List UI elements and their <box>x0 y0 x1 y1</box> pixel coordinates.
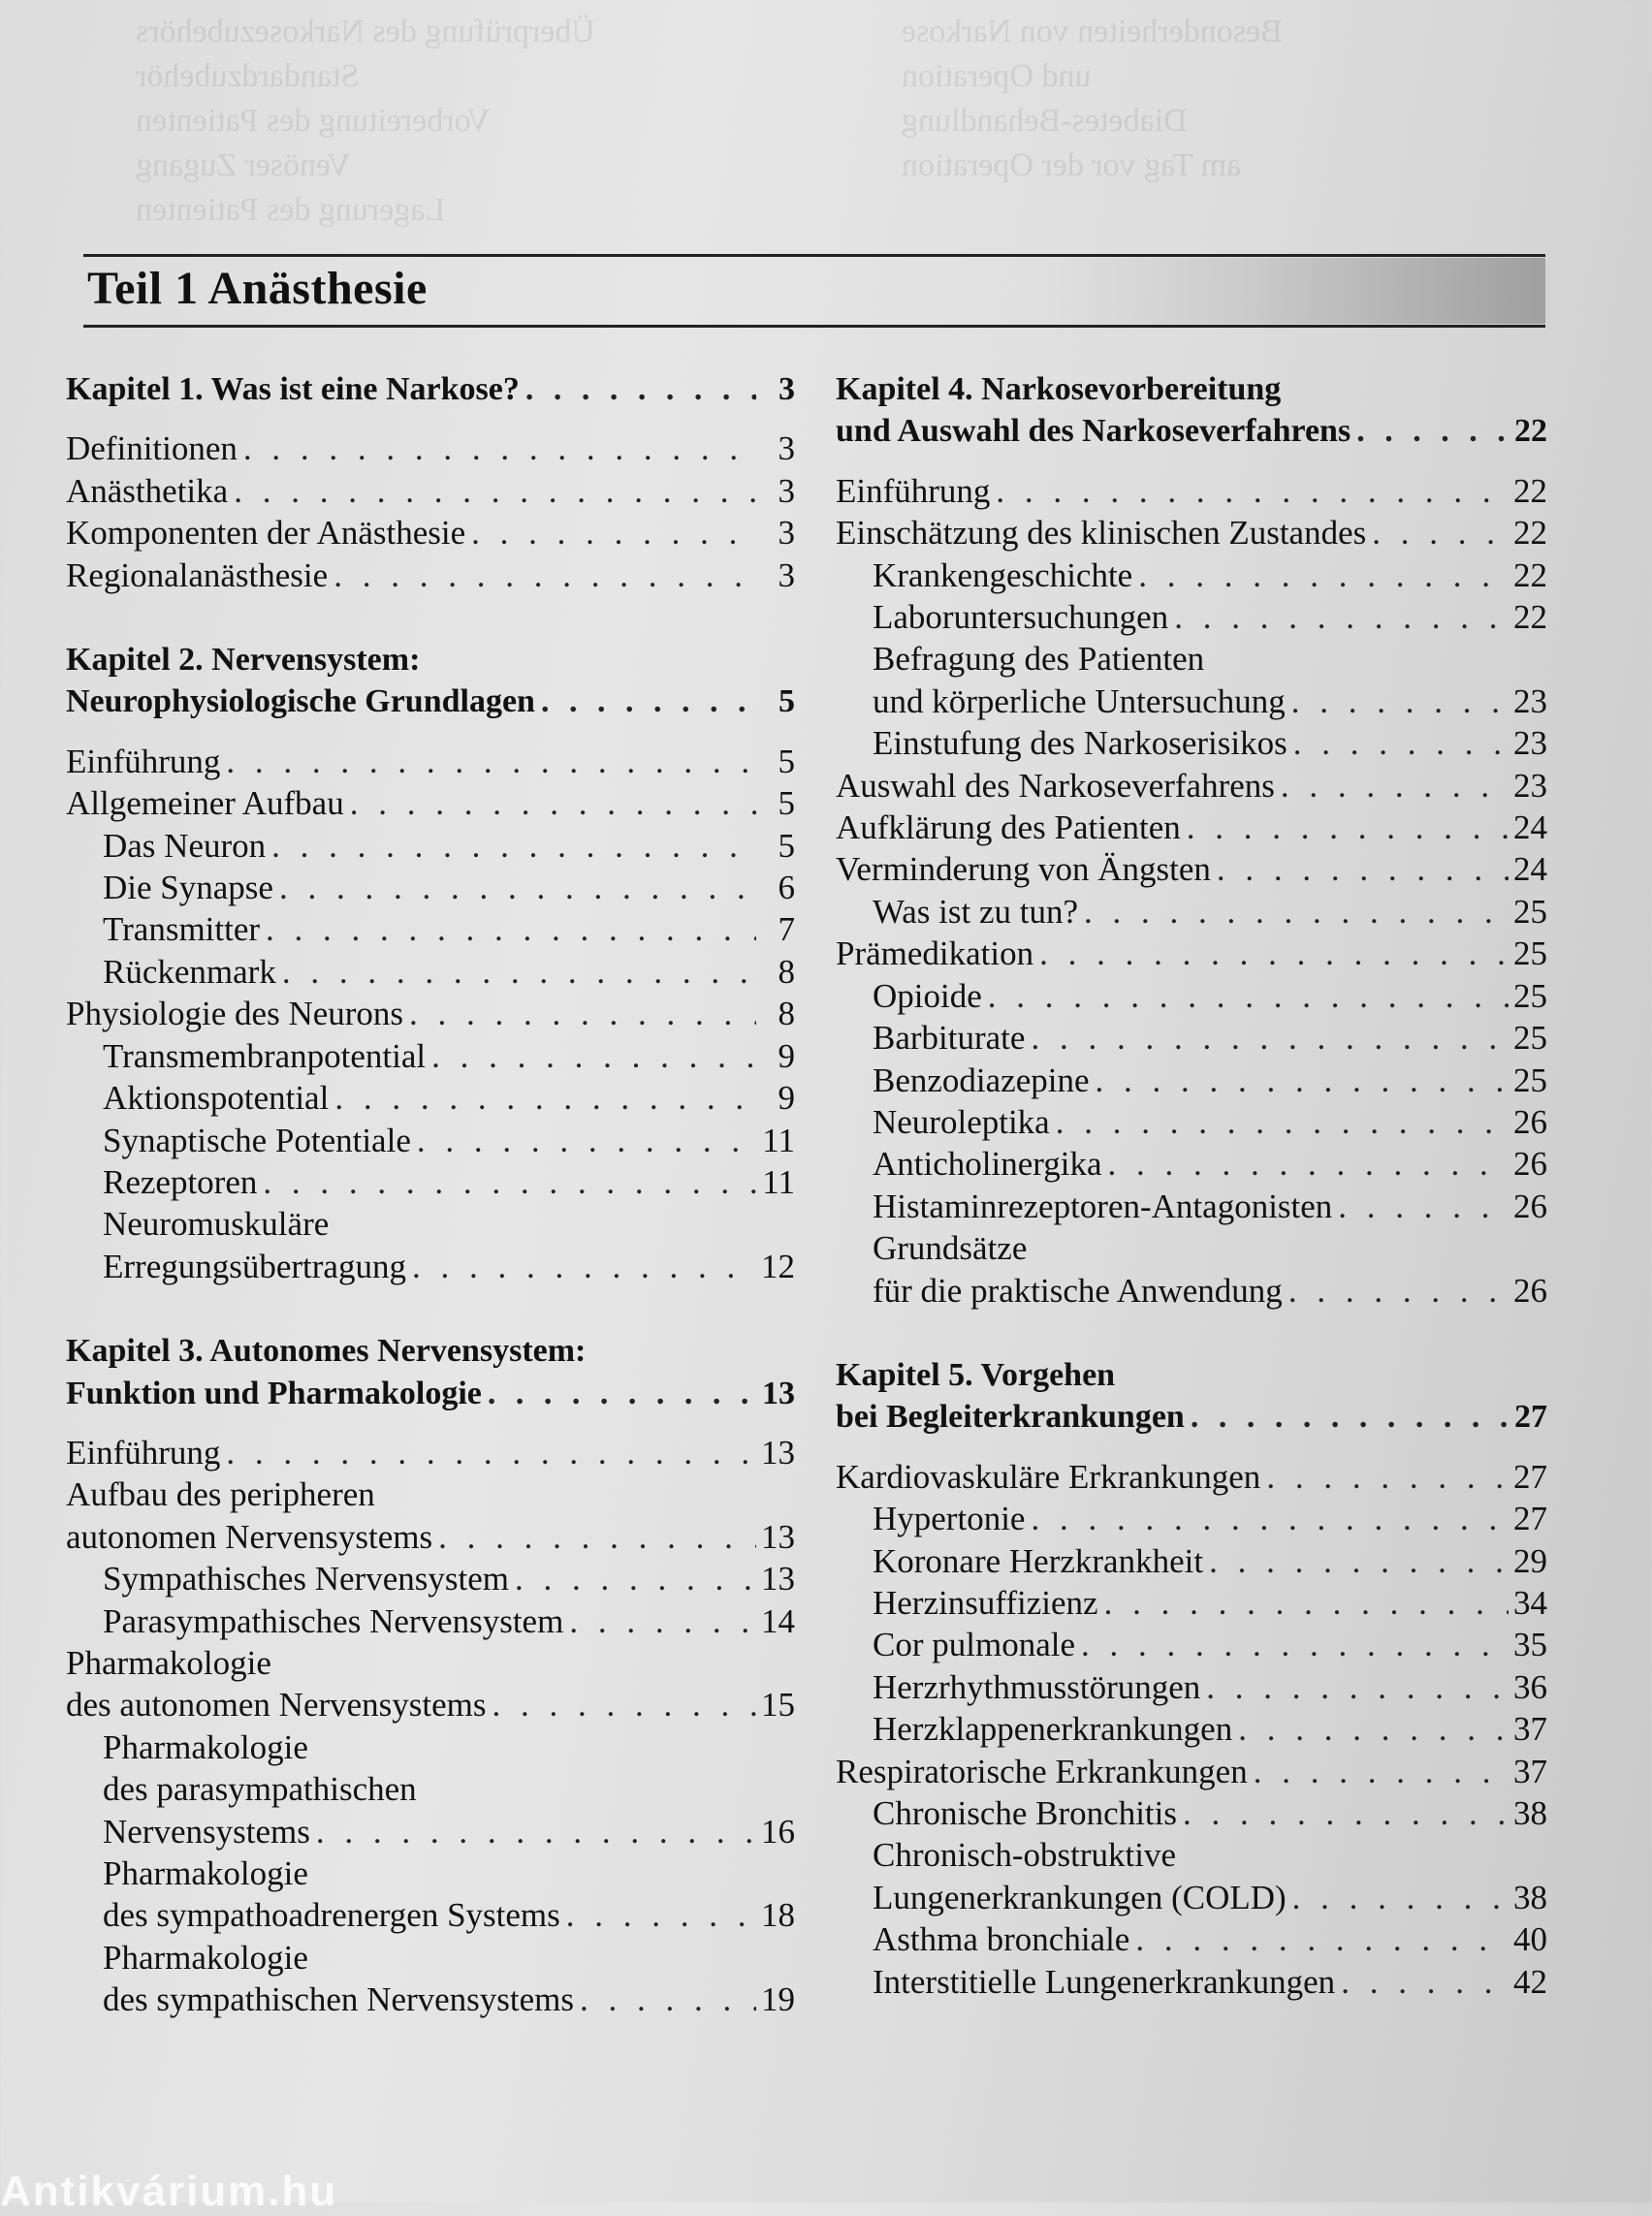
toc-subentry <box>66 1203 795 1245</box>
title-shade <box>1041 258 1545 324</box>
dot-leader <box>1033 933 1509 974</box>
toc-entry <box>836 1456 1547 1498</box>
toc-subentry-page-number: 25 <box>1513 1019 1547 1058</box>
toc-subentry <box>836 1877 1547 1918</box>
dot-leader <box>406 1246 756 1287</box>
toc-entry-text: Aufklärung des Patienten <box>836 808 1181 847</box>
toc-subentry <box>836 1143 1547 1185</box>
toc-entry-text: Verminderung von Ängsten <box>836 850 1211 889</box>
toc-subentry <box>836 638 1547 680</box>
dot-leader <box>482 1373 756 1414</box>
toc-subentry-text: Sympathisches Nervensystem <box>103 1560 509 1599</box>
toc-entry-page-number: 37 <box>1513 1752 1547 1790</box>
toc-subentry-page-number: 38 <box>1513 1878 1547 1916</box>
toc-subentry <box>66 1726 795 1768</box>
toc-subentry-page-number: 19 <box>761 1980 795 2019</box>
toc-subentry-text: des sympathischen Nervensystems <box>103 1980 575 2019</box>
toc-subentry <box>836 975 1547 1017</box>
toc-subentry-page-number: 9 <box>778 1079 795 1118</box>
dot-leader <box>990 470 1509 512</box>
chapter-heading <box>836 368 1547 410</box>
title-rule-top <box>83 254 1545 257</box>
toc-subentry-text: Asthma bronchiale <box>873 1920 1130 1959</box>
dot-leader <box>1287 1877 1509 1918</box>
toc-entry-text: Auswahl des Narkoseverfahrens <box>836 766 1275 805</box>
dot-leader <box>329 1077 756 1119</box>
toc-subentry <box>836 596 1547 638</box>
toc-subentry <box>66 1811 795 1852</box>
dot-leader <box>1232 1708 1509 1750</box>
toc-entry-page-number: 3 <box>778 429 795 468</box>
toc-subentry <box>836 1792 1547 1834</box>
dot-leader <box>1025 1017 1509 1059</box>
toc-entry <box>66 741 795 782</box>
chapter-heading <box>66 681 795 722</box>
toc-subentry <box>836 1270 1547 1312</box>
chapter-heading-text: Kapitel 3. Autonomes Nervensystem: <box>66 1333 587 1370</box>
dot-leader <box>344 782 756 824</box>
toc-subentry-text: Befragung des Patienten <box>873 640 1205 679</box>
toc-entry-page-number: 5 <box>778 742 795 780</box>
toc-subentry-text: Krankengeschichte <box>873 555 1133 594</box>
toc-subentry <box>836 1498 1547 1539</box>
dot-leader <box>238 427 756 469</box>
toc-subentry <box>836 1227 1547 1269</box>
toc-subentry <box>66 1852 795 1894</box>
toc-subentry-page-number: 18 <box>761 1896 795 1935</box>
toc-entry <box>836 1751 1547 1792</box>
dot-leader <box>220 1432 756 1473</box>
toc-subentry <box>836 1101 1547 1143</box>
chapter-heading-text: Kapitel 2. Nervensystem: <box>66 642 421 679</box>
dot-leader <box>1098 1582 1509 1624</box>
toc-subentry-text: Herzklappenerkrankungen <box>873 1710 1233 1749</box>
toc-entry-page-number: 8 <box>778 995 795 1033</box>
toc-entry-text: Allgemeiner Aufbau <box>66 784 344 823</box>
toc-entry-text: autonomen Nervensystems <box>66 1517 433 1556</box>
toc-subentry-text: und körperliche Untersuchung <box>873 681 1286 720</box>
toc-entry-text: Einführung <box>66 1433 221 1472</box>
toc-subentry <box>836 1017 1547 1059</box>
dot-leader <box>403 993 756 1034</box>
toc-subentry-text: Neuroleptika <box>873 1102 1050 1141</box>
toc-entry-page-number: 3 <box>778 471 795 510</box>
toc-entry <box>66 1642 795 1684</box>
dot-leader <box>1168 596 1509 638</box>
toc-subentry-text: Pharmakologie <box>103 1854 308 1892</box>
toc-subentry-text: Pharmakologie <box>103 1727 308 1766</box>
chapter-heading <box>66 639 795 681</box>
toc-subentry <box>66 1161 795 1203</box>
toc-subentry-text: Was ist zu tun? <box>873 892 1078 931</box>
toc-entry-page-number: 24 <box>1513 808 1547 847</box>
toc-entry-text: Einführung <box>66 742 221 780</box>
toc-entry <box>836 807 1547 848</box>
toc-subentry-page-number: 26 <box>1513 1145 1547 1184</box>
chapter-heading-text: Kapitel 1. Was ist eine Narkose? <box>66 371 520 407</box>
dot-leader <box>432 1516 756 1558</box>
toc-entry-text: Pharmakologie <box>66 1643 271 1682</box>
toc-subentry <box>66 1120 795 1161</box>
toc-subentry-page-number: 25 <box>1513 976 1547 1015</box>
dot-leader <box>257 1161 756 1203</box>
toc-subentry <box>66 1894 795 1936</box>
toc-entry-page-number: 23 <box>1513 766 1547 805</box>
dot-leader <box>1132 554 1509 596</box>
dot-leader <box>1332 1186 1509 1227</box>
dot-leader <box>273 867 756 908</box>
dot-leader <box>1335 1961 1509 2003</box>
chapter-heading-page-number: 13 <box>762 1375 795 1411</box>
chapter-heading-page-number: 22 <box>1514 413 1547 450</box>
toc-subentry <box>66 1077 795 1119</box>
chapter-heading-text: bei Begleiterkrankungen <box>836 1399 1185 1436</box>
dot-leader <box>574 1979 756 2020</box>
toc-subentry-page-number: 7 <box>778 910 795 949</box>
page-title: Teil 1 Anästhesie <box>87 263 428 314</box>
toc-subentry-text: Koronare Herzkrankheit <box>873 1541 1204 1580</box>
toc-subentry <box>836 891 1547 933</box>
toc-subentry-text: Cor pulmonale <box>873 1626 1075 1664</box>
dot-leader <box>426 1035 756 1077</box>
toc-subentry-text: Synaptische Potentiale <box>103 1121 411 1159</box>
toc-subentry-text: Nervensystems <box>103 1812 310 1851</box>
toc-subentry <box>836 1666 1547 1708</box>
toc-entry-text: Einschätzung des klinischen Zustandes <box>836 514 1367 553</box>
chapter-block <box>66 368 795 596</box>
chapter-heading-text: Kapitel 4. Narkosevorbereitung <box>836 371 1282 407</box>
toc-subentry-page-number: 38 <box>1513 1794 1547 1832</box>
dot-leader <box>1129 1918 1509 1960</box>
toc-subentry <box>836 1918 1547 1960</box>
toc-subentry-text: Aktionspotential <box>103 1079 330 1118</box>
dot-leader <box>1177 1792 1509 1834</box>
toc-subentry-text: Grundsätze <box>873 1229 1028 1268</box>
toc-entry-text: Definitionen <box>66 429 238 468</box>
toc-subentry-text: Opioide <box>873 976 982 1015</box>
dot-leader <box>520 368 756 410</box>
chapter-heading <box>66 368 795 410</box>
toc-entry-page-number: 15 <box>761 1686 795 1725</box>
chapter-heading <box>66 1330 795 1372</box>
toc-subentry-text: Benzodiazepine <box>873 1061 1090 1099</box>
toc-entry-page-number: 27 <box>1513 1457 1547 1496</box>
dot-leader <box>1286 681 1509 722</box>
toc-subentry-page-number: 25 <box>1513 892 1547 931</box>
toc-subentry <box>66 951 795 993</box>
toc-subentry-text: Neuromuskuläre <box>103 1205 330 1244</box>
dot-leader <box>328 554 756 596</box>
toc-entry <box>66 1684 795 1725</box>
toc-subentry <box>66 867 795 908</box>
dot-leader <box>1090 1060 1509 1101</box>
toc-subentry <box>836 1540 1547 1582</box>
toc-entry-page-number: 3 <box>778 555 795 594</box>
toc-subentry-page-number: 9 <box>778 1036 795 1075</box>
dot-leader <box>260 908 756 950</box>
dot-leader <box>1181 807 1509 848</box>
dot-leader <box>509 1558 756 1599</box>
title-rule-bottom <box>83 325 1545 328</box>
dot-leader <box>1203 1540 1509 1582</box>
chapter-heading-text: Kapitel 5. Vorgehen <box>836 1356 1116 1393</box>
toc-entry-page-number: 25 <box>1513 934 1547 973</box>
toc-subentry-text: Herzrhythmusstörungen <box>873 1667 1201 1706</box>
dot-leader <box>560 1894 756 1936</box>
toc-subentry-text: Transmitter <box>103 910 261 949</box>
toc-left-column <box>66 368 795 2021</box>
dot-leader <box>1200 1666 1509 1708</box>
dot-leader <box>1078 891 1509 933</box>
toc-subentry-text: des sympathoadrenergen Systems <box>103 1896 560 1935</box>
toc-right-column <box>836 368 1547 2003</box>
dot-leader <box>411 1120 756 1161</box>
chapter-block <box>836 368 1547 1312</box>
toc-subentry-text: Lungenerkrankungen (COLD) <box>873 1878 1287 1916</box>
dot-leader <box>1102 1143 1509 1185</box>
toc-entry-page-number: 22 <box>1513 471 1547 510</box>
toc-subentry <box>66 825 795 867</box>
chapter-heading-page-number: 27 <box>1514 1399 1547 1436</box>
dot-leader <box>1350 410 1509 452</box>
toc-subentry <box>836 1186 1547 1227</box>
dot-leader <box>1075 1624 1509 1665</box>
toc-subentry-text: Chronisch-obstruktive <box>873 1836 1177 1875</box>
toc-subentry-text: Hypertonie <box>873 1500 1026 1538</box>
toc-subentry <box>66 1600 795 1642</box>
dot-leader <box>982 975 1509 1017</box>
toc-entry-text: Aufbau des peripheren <box>66 1475 375 1514</box>
toc-subentry-page-number: 34 <box>1513 1583 1547 1622</box>
toc-subentry-text: Das Neuron <box>103 826 267 865</box>
toc-subentry-page-number: 11 <box>762 1121 795 1159</box>
toc-entry <box>66 470 795 512</box>
toc-subentry <box>836 1624 1547 1665</box>
part-title-bar <box>83 254 1545 328</box>
chapter-heading-page-number: 5 <box>778 683 795 720</box>
toc-subentry <box>836 554 1547 596</box>
toc-subentry-text: Barbiturate <box>873 1019 1026 1058</box>
toc-subentry-text: Pharmakologie <box>103 1938 308 1977</box>
chapter-block <box>66 1330 795 2021</box>
dot-leader <box>310 1811 756 1852</box>
toc-subentry-text: Rezeptoren <box>103 1162 258 1201</box>
toc-subentry-page-number: 8 <box>778 952 795 991</box>
toc-subentry-page-number: 11 <box>762 1162 795 1201</box>
chapter-block <box>66 639 795 1287</box>
toc-subentry-text: Chronische Bronchitis <box>873 1794 1177 1832</box>
toc-entry-text: des autonomen Nervensystems <box>66 1686 487 1725</box>
toc-subentry-page-number: 36 <box>1513 1667 1547 1706</box>
toc-subentry <box>66 1979 795 2020</box>
toc-subentry-text: Interstitielle Lungenerkrankungen <box>873 1962 1336 2001</box>
toc-subentry-page-number: 5 <box>778 826 795 865</box>
toc-entry-page-number: 5 <box>778 784 795 823</box>
dot-leader <box>1185 1396 1509 1438</box>
toc-subentry-text: Histaminrezeptoren-Antagonisten <box>873 1187 1333 1225</box>
chapter-heading <box>836 1396 1547 1438</box>
toc-subentry-page-number: 27 <box>1513 1500 1547 1538</box>
watermark: Antikvárium.hu <box>0 2168 338 2215</box>
dot-leader <box>276 951 756 993</box>
dot-leader <box>228 470 756 512</box>
toc-subentry <box>66 1558 795 1599</box>
toc-subentry <box>66 1937 795 1979</box>
dot-leader <box>1366 512 1509 554</box>
toc-subentry-page-number: 26 <box>1513 1102 1547 1141</box>
dot-leader <box>1260 1456 1509 1498</box>
chapter-heading-page-number: 3 <box>778 371 795 407</box>
toc-subentry-page-number: 12 <box>761 1247 795 1285</box>
dot-leader <box>220 741 756 782</box>
dot-leader <box>1050 1101 1509 1143</box>
toc-entry-text: Kardiovaskuläre Erkrankungen <box>836 1457 1261 1496</box>
toc-entry <box>66 1432 795 1473</box>
dot-leader <box>1248 1751 1509 1792</box>
toc-subentry-page-number: 14 <box>761 1601 795 1640</box>
toc-entry-text: Komponenten der Anästhesie <box>66 514 466 553</box>
toc-subentry-page-number: 13 <box>761 1560 795 1599</box>
toc-entry <box>66 427 795 469</box>
toc-subentry <box>836 1961 1547 2003</box>
toc-subentry-page-number: 22 <box>1513 598 1547 637</box>
toc-subentry-text: des parasympathischen <box>103 1770 417 1809</box>
toc-subentry-text: Die Synapse <box>103 869 273 907</box>
toc-subentry <box>836 1708 1547 1750</box>
toc-subentry-page-number: 16 <box>761 1812 795 1851</box>
toc-subentry-text: Parasympathisches Nervensystem <box>103 1601 564 1640</box>
toc-subentry-text: Erregungsübertragung <box>103 1247 406 1285</box>
toc-subentry-text: Herzinsuffizienz <box>873 1583 1098 1622</box>
chapter-heading-text: Neurophysiologische Grundlagen <box>66 683 535 720</box>
toc-subentry-page-number: 22 <box>1513 555 1547 594</box>
toc-subentry-page-number: 6 <box>778 869 795 907</box>
toc-subentry-text: Rückenmark <box>103 952 276 991</box>
dot-leader <box>1287 722 1509 764</box>
toc-subentry <box>836 722 1547 764</box>
toc-subentry <box>836 681 1547 722</box>
chapter-heading-text: Funktion und Pharmakologie <box>66 1375 482 1411</box>
toc-entry <box>836 848 1547 890</box>
dot-leader <box>465 512 756 554</box>
toc-entry <box>836 470 1547 512</box>
toc-entry-page-number: 3 <box>778 514 795 553</box>
toc-entry-text: Physiologie des Neurons <box>66 995 404 1033</box>
toc-subentry-text: Transmembranpotential <box>103 1036 427 1075</box>
toc-entry <box>836 512 1547 554</box>
toc-entry-text: Prämedikation <box>836 934 1034 973</box>
toc-entry <box>66 782 795 824</box>
toc-subentry-text: Einstufung des Narkoserisikos <box>873 724 1287 763</box>
toc-entry-page-number: 13 <box>761 1433 795 1472</box>
dot-leader <box>563 1600 756 1642</box>
toc-entry-page-number: 22 <box>1513 514 1547 553</box>
chapter-block <box>836 1354 1547 2003</box>
dot-leader <box>1275 765 1509 807</box>
toc-subentry <box>836 1582 1547 1624</box>
chapter-heading-text: und Auswahl des Narkoseverfahrens <box>836 413 1351 450</box>
toc-subentry-page-number: 37 <box>1513 1710 1547 1749</box>
toc-subentry <box>66 1035 795 1077</box>
toc-subentry-text: Laboruntersuchungen <box>873 598 1169 637</box>
toc-subentry-page-number: 25 <box>1513 1061 1547 1099</box>
toc-subentry-page-number: 23 <box>1513 724 1547 763</box>
toc-subentry <box>836 1834 1547 1876</box>
toc-subentry-page-number: 40 <box>1513 1920 1547 1959</box>
toc-entry <box>66 554 795 596</box>
toc-entry-page-number: 24 <box>1513 850 1547 889</box>
toc-subentry <box>66 908 795 950</box>
chapter-heading <box>836 1354 1547 1396</box>
toc-entry <box>66 993 795 1034</box>
toc-subentry-page-number: 35 <box>1513 1626 1547 1664</box>
toc-subentry-text: Anticholinergika <box>873 1145 1102 1184</box>
toc-subentry <box>836 1060 1547 1101</box>
chapter-heading <box>836 410 1547 452</box>
toc-entry <box>66 1516 795 1558</box>
toc-entry <box>66 512 795 554</box>
chapter-heading <box>66 1373 795 1414</box>
dot-leader <box>1211 848 1509 890</box>
toc-subentry <box>66 1768 795 1810</box>
toc-entry <box>66 1473 795 1515</box>
dot-leader <box>535 681 756 722</box>
dot-leader <box>487 1684 756 1725</box>
toc-subentry-page-number: 23 <box>1513 681 1547 720</box>
toc-subentry-text: für die praktische Anwendung <box>873 1271 1283 1310</box>
toc-subentry-page-number: 42 <box>1513 1962 1547 2001</box>
show-through-background: Überprüfung des Narkosezubehörs Standardzubehör Vorbereitung des Patienten Venöser Zugang Lagerung des Patienten Besonderheiten von Narkose und Operation Diabetes-Behandlung am Tag vor der Operation <box>136 14 1283 228</box>
toc-entry <box>836 765 1547 807</box>
toc-entry-text: Regionalanästhesie <box>66 555 329 594</box>
toc-subentry <box>66 1246 795 1287</box>
toc-subentry-page-number: 29 <box>1513 1541 1547 1580</box>
toc-entry-page-number: 13 <box>761 1517 795 1556</box>
toc-entry-text: Einführung <box>836 471 991 510</box>
dot-leader <box>266 825 756 867</box>
toc-entry-text: Respiratorische Erkrankungen <box>836 1752 1248 1790</box>
dot-leader <box>1025 1498 1509 1539</box>
dot-leader <box>1283 1270 1509 1312</box>
toc-entry <box>836 933 1547 974</box>
toc-subentry-page-number: 26 <box>1513 1187 1547 1225</box>
toc-subentry-page-number: 26 <box>1513 1271 1547 1310</box>
toc-entry-text: Anästhetika <box>66 471 229 510</box>
